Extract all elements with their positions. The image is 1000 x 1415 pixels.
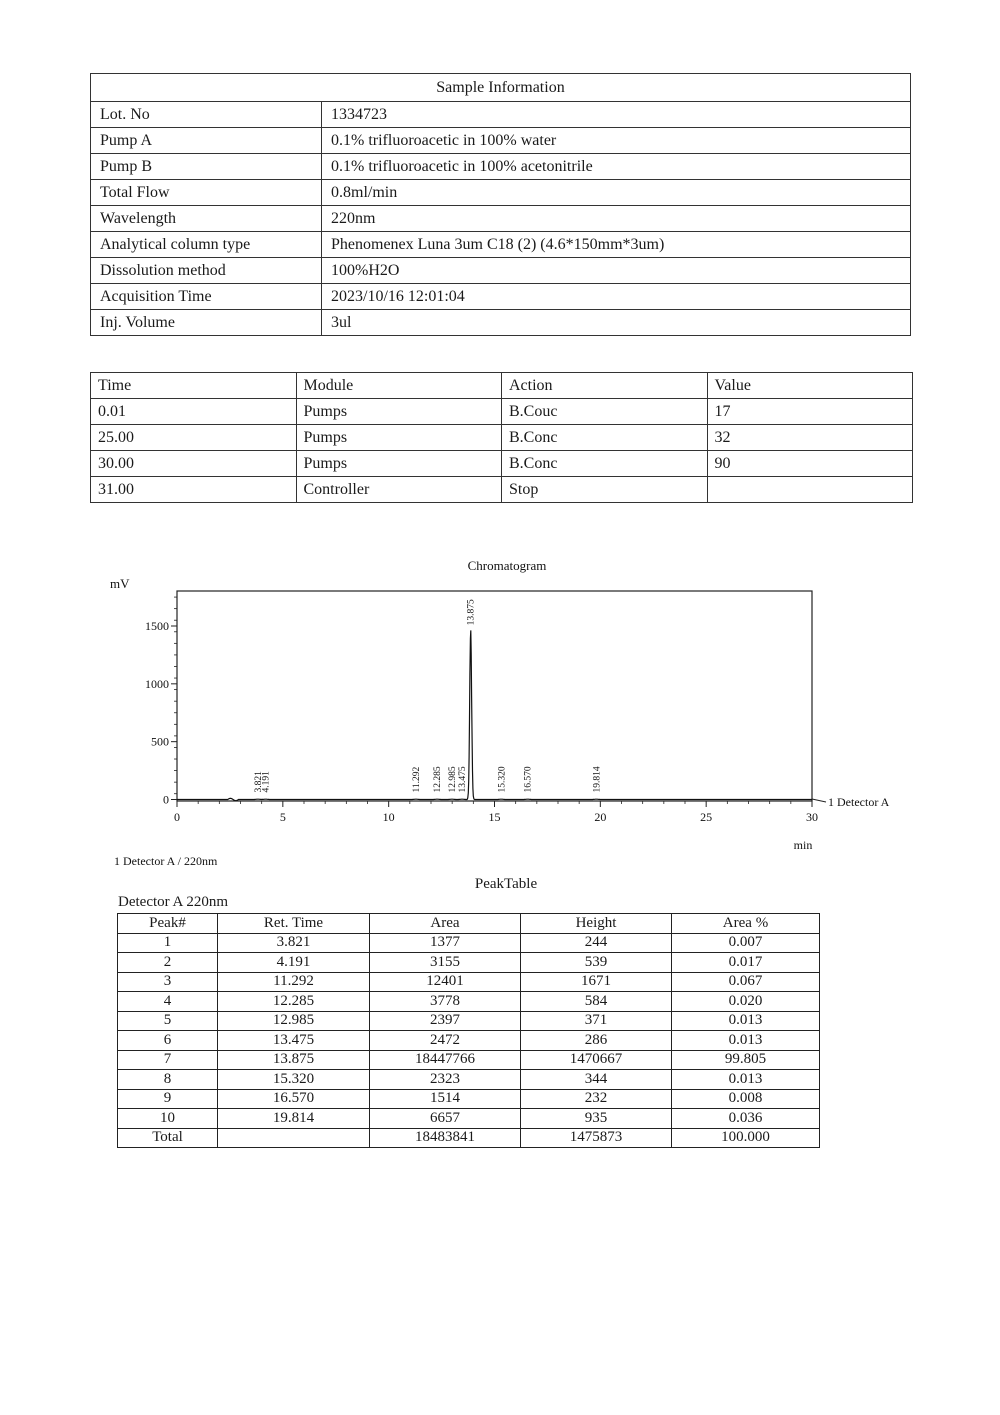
height-cell: 1470667 (521, 1050, 672, 1070)
peak-number-cell: 1 (118, 933, 218, 953)
ret-time-cell: 11.292 (218, 972, 370, 992)
peak-row (118, 933, 820, 953)
method-time-cell: 0.01 (91, 399, 297, 425)
series-legend-label: 1 Detector A (828, 795, 890, 809)
sample-info-label: Total Flow (91, 180, 322, 206)
sample-info-label: Inj. Volume (91, 310, 322, 336)
height-cell: 935 (521, 1109, 672, 1129)
area-cell: 2472 (370, 1031, 521, 1051)
y-axis-unit: mV (110, 576, 130, 591)
method-program-body (91, 399, 913, 503)
peak-table (117, 913, 820, 1148)
peak-row (118, 972, 820, 992)
height-cell: 232 (521, 1089, 672, 1109)
area-cell: 18483841 (370, 1128, 521, 1148)
ret-time-cell: 13.475 (218, 1031, 370, 1051)
method-program-table (90, 372, 913, 503)
method-header-module: Module (296, 373, 502, 399)
area-cell: 1514 (370, 1089, 521, 1109)
area-percent-cell: 0.036 (672, 1109, 820, 1129)
sample-info-row (91, 232, 911, 258)
method-header-time: Time (91, 373, 297, 399)
peak-number-cell: 3 (118, 972, 218, 992)
detector-a-trace (177, 630, 812, 800)
peak-label: 11.292 (412, 766, 423, 793)
height-cell: 1671 (521, 972, 672, 992)
area-percent-cell: 0.013 (672, 1011, 820, 1031)
chromatogram-chart (0, 540, 1000, 875)
sample-info-label: Lot. No (91, 102, 322, 128)
method-row (91, 425, 913, 451)
ret-time-cell: 12.985 (218, 1011, 370, 1031)
area-percent-cell: 0.067 (672, 972, 820, 992)
height-cell: 286 (521, 1031, 672, 1051)
method-time-cell: 30.00 (91, 451, 297, 477)
sample-info-row (91, 180, 911, 206)
peak-labels (254, 599, 603, 792)
sample-info-label: Wavelength (91, 206, 322, 232)
sample-info-value: Phenomenex Luna 3um C18 (2) (4.6*150mm*3um) (322, 232, 911, 258)
peak-number-cell: 8 (118, 1070, 218, 1090)
legend-leader-line (812, 799, 826, 802)
chart-axes (145, 597, 818, 824)
peak-number-cell: 4 (118, 992, 218, 1012)
peak-label: 15.320 (497, 766, 508, 793)
sample-information-table (90, 73, 911, 336)
peak-header-ret-time: Ret. Time (218, 914, 370, 934)
area-percent-cell: 0.008 (672, 1089, 820, 1109)
plot-frame (177, 591, 812, 801)
method-time-cell: 25.00 (91, 425, 297, 451)
peak-row (118, 953, 820, 973)
area-percent-cell: 0.020 (672, 992, 820, 1012)
ret-time-cell: 13.875 (218, 1050, 370, 1070)
peak-number-cell: 7 (118, 1050, 218, 1070)
peak-label: 12.285 (433, 766, 444, 793)
peak-label: 12.985 (447, 766, 458, 793)
peak-label: 13.475 (458, 766, 469, 793)
sample-info-value: 2023/10/16 12:01:04 (322, 284, 911, 310)
method-action-cell: B.Conc (502, 425, 708, 451)
method-row (91, 399, 913, 425)
peak-number-cell: 10 (118, 1109, 218, 1129)
peak-table-detector: Detector A 220nm (118, 894, 228, 910)
area-cell: 12401 (370, 972, 521, 992)
method-action-cell: B.Conc (502, 451, 708, 477)
sample-information-header-row (91, 74, 911, 102)
peak-number-cell: Total (118, 1128, 218, 1148)
ret-time-cell: 3.821 (218, 933, 370, 953)
sample-info-row (91, 310, 911, 336)
peak-row (118, 1109, 820, 1129)
x-tick-label: 10 (382, 810, 395, 824)
method-header-row (91, 373, 913, 399)
sample-info-row (91, 284, 911, 310)
method-module-cell: Pumps (296, 425, 502, 451)
peak-table-body (118, 933, 820, 1148)
ret-time-cell: 15.320 (218, 1070, 370, 1090)
height-cell: 539 (521, 953, 672, 973)
sample-info-label: Pump B (91, 154, 322, 180)
chart-title: Chromatogram (467, 558, 547, 573)
sample-info-value: 220nm (322, 206, 911, 232)
sample-information-body (91, 102, 911, 336)
height-cell: 1475873 (521, 1128, 672, 1148)
peak-label: 16.570 (523, 766, 534, 793)
peak-row (118, 1070, 820, 1090)
method-value-cell: 17 (707, 399, 913, 425)
method-header-value: Value (707, 373, 913, 399)
ret-time-cell (218, 1128, 370, 1148)
sample-info-label: Acquisition Time (91, 284, 322, 310)
height-cell: 371 (521, 1011, 672, 1031)
x-tick-label: 15 (488, 810, 501, 824)
peak-table-title: PeakTable (474, 876, 538, 892)
peak-number-cell: 9 (118, 1089, 218, 1109)
peak-total-row (118, 1128, 820, 1148)
height-cell: 244 (521, 933, 672, 953)
area-percent-cell: 0.007 (672, 933, 820, 953)
sample-info-row (91, 102, 911, 128)
area-cell: 1377 (370, 933, 521, 953)
area-cell: 2397 (370, 1011, 521, 1031)
sample-info-label: Pump A (91, 128, 322, 154)
peak-label: 13.875 (466, 599, 477, 626)
sample-info-value: 0.1% trifluoroacetic in 100% acetonitrile (322, 154, 911, 180)
x-axis-unit: min (793, 838, 813, 852)
x-tick-label: 0 (174, 810, 180, 824)
peak-number-cell: 6 (118, 1031, 218, 1051)
method-module-cell: Pumps (296, 451, 502, 477)
y-tick-label: 0 (163, 792, 169, 807)
sample-info-label: Dissolution method (91, 258, 322, 284)
method-row (91, 451, 913, 477)
method-row (91, 477, 913, 503)
ret-time-cell: 16.570 (218, 1089, 370, 1109)
area-cell: 6657 (370, 1109, 521, 1129)
ret-time-cell: 19.814 (218, 1109, 370, 1129)
method-module-cell: Controller (296, 477, 502, 503)
method-value-cell: 32 (707, 425, 913, 451)
sample-info-value: 1334723 (322, 102, 911, 128)
sample-info-value: 0.8ml/min (322, 180, 911, 206)
peak-label: 19.814 (592, 766, 603, 793)
method-action-cell: B.Couc (502, 399, 708, 425)
peak-table-header-row (118, 914, 820, 934)
peak-number-cell: 2 (118, 953, 218, 973)
x-tick-label: 5 (279, 810, 286, 824)
peak-header-height: Height (521, 914, 672, 934)
method-value-cell: 90 (707, 451, 913, 477)
height-cell: 584 (521, 992, 672, 1012)
peak-row (118, 1031, 820, 1051)
peak-row (118, 1011, 820, 1031)
area-percent-cell: 99.805 (672, 1050, 820, 1070)
method-header-action: Action (502, 373, 708, 399)
sample-info-row (91, 154, 911, 180)
peak-header-area: Area (370, 914, 521, 934)
area-percent-cell: 0.013 (672, 1031, 820, 1051)
method-value-cell (707, 477, 913, 503)
peak-header-area-percent: Area % (672, 914, 820, 934)
ret-time-cell: 4.191 (218, 953, 370, 973)
x-tick-label: 30 (806, 810, 818, 824)
method-action-cell: Stop (502, 477, 708, 503)
peak-number-cell: 5 (118, 1011, 218, 1031)
y-tick-label: 1500 (145, 619, 169, 633)
area-cell: 3778 (370, 992, 521, 1012)
peak-label: 4.191 (261, 771, 272, 793)
sample-info-value: 0.1% trifluoroacetic in 100% water (322, 128, 911, 154)
area-cell: 2323 (370, 1070, 521, 1090)
y-tick-label: 500 (151, 734, 169, 749)
area-percent-cell: 0.013 (672, 1070, 820, 1090)
x-tick-label: 25 (700, 810, 713, 824)
area-cell: 3155 (370, 953, 521, 973)
sample-information-title: Sample Information (91, 74, 911, 102)
area-percent-cell: 0.017 (672, 953, 820, 973)
detector-footer-label: 1 Detector A / 220nm (114, 854, 218, 868)
peak-row (118, 1089, 820, 1109)
peak-label: 3.821 (253, 771, 264, 793)
y-tick-label: 1000 (145, 676, 169, 691)
sample-info-row (91, 128, 911, 154)
peak-row (118, 992, 820, 1012)
sample-info-row (91, 258, 911, 284)
sample-info-label: Analytical column type (91, 232, 322, 258)
method-module-cell: Pumps (296, 399, 502, 425)
method-time-cell: 31.00 (91, 477, 297, 503)
sample-info-value: 3ul (322, 310, 911, 336)
sample-info-value: 100%H2O (322, 258, 911, 284)
sample-info-row (91, 206, 911, 232)
ret-time-cell: 12.285 (218, 992, 370, 1012)
area-cell: 18447766 (370, 1050, 521, 1070)
peak-row (118, 1050, 820, 1070)
x-tick-label: 20 (594, 810, 607, 824)
peak-header-number: Peak# (118, 914, 218, 934)
height-cell: 344 (521, 1070, 672, 1090)
area-percent-cell: 100.000 (672, 1128, 820, 1148)
